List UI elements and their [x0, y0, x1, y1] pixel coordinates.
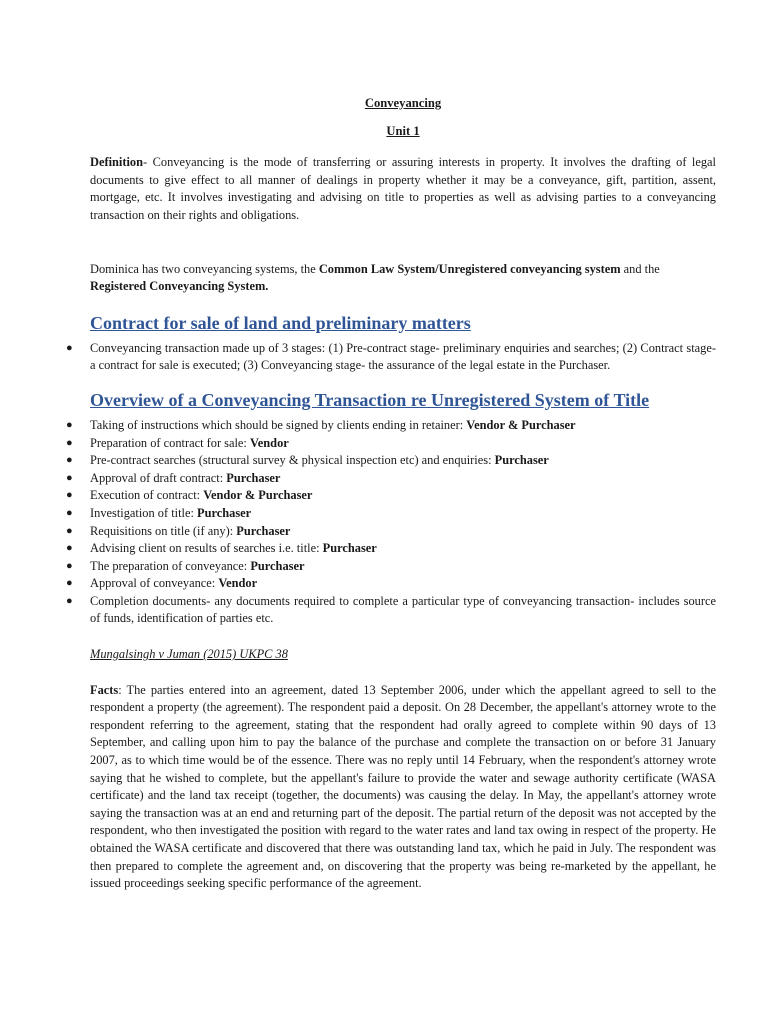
facts-label: Facts [90, 682, 119, 697]
list-item-party: Purchaser [494, 453, 549, 468]
list-item-text: Conveyancing transaction made up of 3 stages: (1) Pre-contract stage- preliminary enquiries and searches; (2) Contract stage- a contract for sale is executed; (3) Conveyancing stage- the assurance of the legal estate in the Purchaser. [90, 340, 716, 373]
list-item [66, 593, 716, 628]
list-item [66, 558, 716, 576]
systems-intro: Dominica has two conveyancing systems, the [90, 261, 319, 276]
unit-heading: Unit 1 [386, 123, 420, 138]
bullet-icon: ● [66, 471, 73, 484]
definition-label: Definition [90, 155, 144, 170]
list-item-text: Investigation of title: [90, 505, 198, 520]
bullet-icon: ● [66, 454, 73, 467]
facts-text: : The parties entered into an agreement, dated 13 September 2006, under which the appellant agreed to sell to the respondent a property (the agreement). The respondent paid a deposit. On 28 December, the appellant's attorney wrote to the respondent referring to the agreement, stating that the respondent had orally agreed to complete within 90 days of 13 September, and calling upon him to pay the balance of the purchase and complete the transaction on or before 31 January 2007, as to which time would be of the essence. There was no reply until 14 February, when the respondent's attorney wrote saying that he wished to complete, but the appellant's failure to provide the water and sewage authority certificate (WASA certificate) and the land tax receipt (together, the documents) was causing the delay. In May, the appellant's attorney wrote saying the transaction was at an end and returning part of the deposit. The partial return of the deposit was not accepted by the respondent, who then investigated the position with regard to the water rates and land tax owing in respect of the property. He obtained the WASA certificate and discovered that there was outstanding land tax, which he paid in July. The respondent was then prepared to complete the agreement and, on discovering that the property was being re-marketed by the appellant, he issued proceedings seeking specific performance of the agreement. [90, 682, 716, 891]
list-item [66, 575, 716, 593]
list-item-party: Purchaser [197, 505, 252, 520]
list-item-party: Vendor & Purchaser [466, 417, 576, 432]
bullet-icon: ● [66, 341, 73, 354]
list-item [66, 470, 716, 488]
list-item-party: Purchaser [322, 541, 377, 556]
list-item-text: Preparation of contract for sale: [90, 435, 250, 450]
bullet-icon: ● [66, 594, 73, 607]
definition-text: - Conveyancing is the mode of transferring or assuring interests in property. It involves the drafting of legal documents to give effect to all manner of dealings in property whether it may be a conveyance, gift, partition, assent, mortgage, etc. It involves investigating and advising on title to properties as well as advising parties to a conveyancing transaction on their rights and obligations. [90, 155, 716, 222]
definition-paragraph [90, 154, 716, 224]
list-item-text: Taking of instructions which should be signed by clients ending in retainer: [90, 417, 467, 432]
bullet-icon: ● [66, 524, 73, 537]
systems-and: and the [620, 261, 660, 276]
list-item-party: Vendor & Purchaser [203, 488, 313, 503]
list-item-text: Completion documents- any documents required to complete a particular type of conveyancing transaction- includes source of funds, identification of parties etc. [90, 593, 716, 626]
list-item-party: Vendor [249, 435, 289, 450]
systems-paragraph [90, 261, 716, 296]
list-item [66, 540, 716, 558]
bullet-icon: ● [66, 542, 73, 555]
list-item-text: Approval of draft contract: [90, 470, 227, 485]
bullet-icon: ● [66, 559, 73, 572]
section2-list [66, 417, 716, 628]
list-item [66, 417, 716, 435]
bullet-icon: ● [66, 506, 73, 519]
bullet-icon: ● [66, 489, 73, 502]
list-item [66, 487, 716, 505]
document-title: Conveyancing [364, 96, 442, 110]
list-item [66, 523, 716, 541]
list-item-text: The preparation of conveyance: [90, 558, 251, 573]
list-item-party: Purchaser [226, 470, 281, 485]
list-item [66, 435, 716, 453]
list-item [66, 452, 716, 470]
facts-paragraph [90, 682, 716, 893]
list-item [66, 505, 716, 523]
list-item-text: Requisitions on title (if any): [90, 523, 237, 538]
section-heading-contract: Contract for sale of land and preliminary matters [90, 312, 471, 333]
list-item-party: Purchaser [250, 558, 305, 573]
list-item-text: Pre-contract searches (structural survey & physical inspection etc) and enquiries: [90, 453, 495, 468]
section1-list [66, 340, 716, 375]
spacer [90, 225, 716, 261]
case-citation: Mungalsingh v Juman (2015) UKPC 38 [90, 647, 288, 662]
list-item-text: Execution of contract: [90, 488, 204, 503]
list-item-party: Vendor [218, 576, 258, 591]
systems-common-law: Common Law System/Unregistered conveyancing system [318, 261, 621, 276]
bullet-icon: ● [66, 436, 73, 449]
list-item-text: Approval of conveyance: [90, 576, 219, 591]
list-item-text: Advising client on results of searches i.e. title: [90, 541, 323, 556]
systems-registered: Registered Conveyancing System. [90, 279, 269, 294]
section-heading-overview: Overview of a Conveyancing Transaction re Unregistered System of Title [90, 389, 650, 410]
list-item [66, 340, 716, 375]
list-item-party: Purchaser [236, 523, 291, 538]
spacer [90, 296, 716, 310]
bullet-icon: ● [66, 418, 73, 431]
bullet-icon: ● [66, 577, 73, 590]
